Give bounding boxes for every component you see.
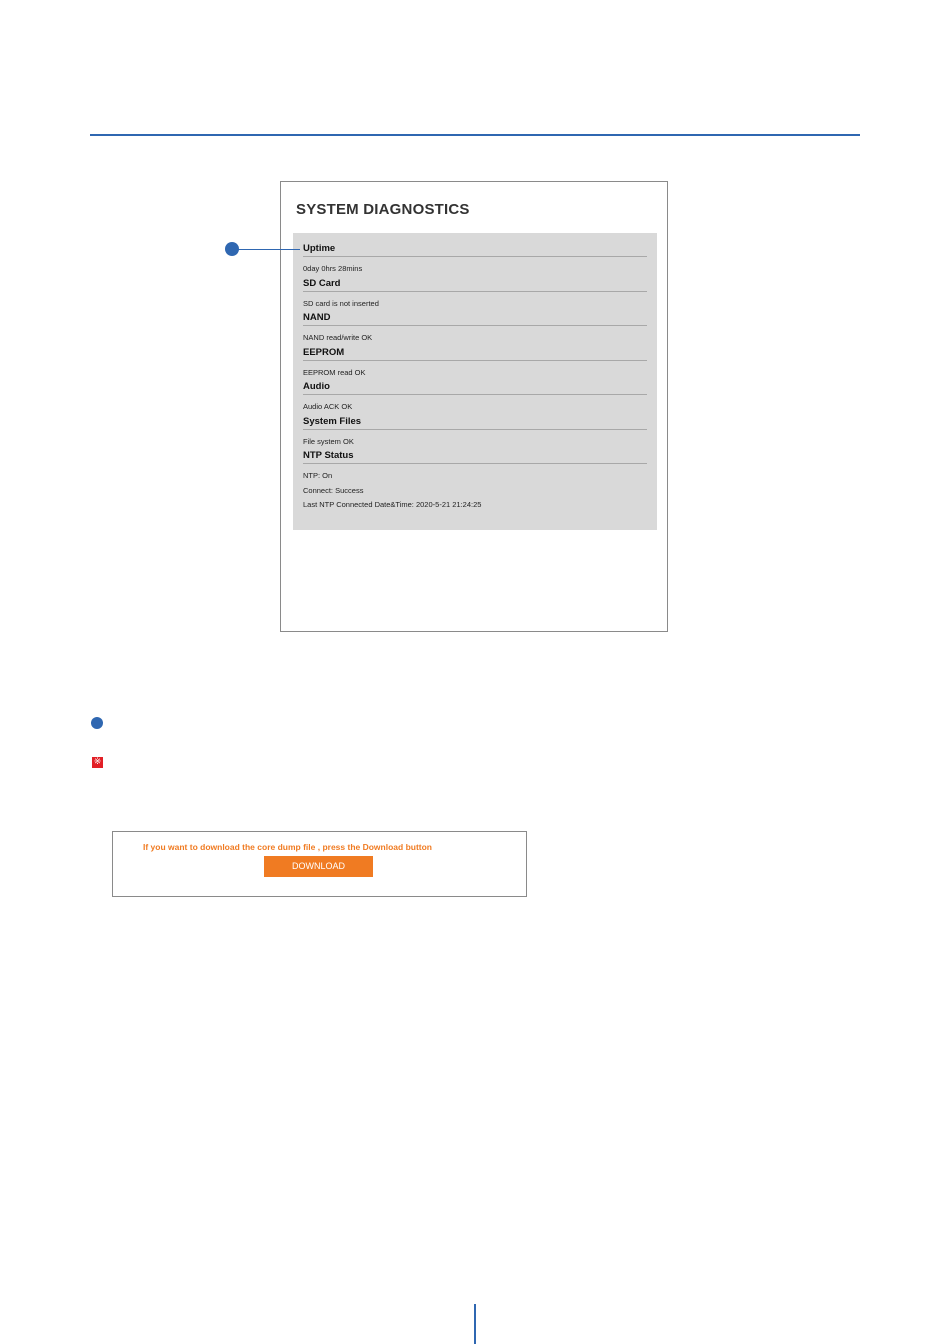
callout-leader-line [238, 249, 300, 250]
section-heading: NTP Status [303, 449, 647, 464]
download-screenshot [112, 831, 527, 897]
section-value: File system OK [303, 436, 354, 446]
download-prompt: If you want to download the core dump file , press the Download button [143, 842, 432, 852]
diagnostics-title: SYSTEM DIAGNOSTICS [296, 201, 470, 218]
header-rule [90, 134, 860, 136]
section-value: Audio ACK OK [303, 402, 353, 411]
footer-rule [474, 1304, 476, 1344]
section-heading: System Files [303, 415, 647, 430]
callout-marker-icon [225, 242, 239, 256]
section-eeprom [303, 346, 647, 381]
section-value: 0day 0hrs 28mins [303, 264, 363, 273]
download-button[interactable]: DOWNLOAD [264, 856, 373, 877]
section-audio [303, 380, 647, 415]
section-value: Last NTP Connected Date&Time: 2020-5-21 21:24:25 [303, 500, 482, 509]
section-value: NTP: On [303, 471, 333, 480]
section-sd-card [303, 277, 647, 312]
section-heading: NAND [303, 311, 647, 326]
section-ntp-status [303, 449, 647, 513]
section-value: Connect: Success [303, 485, 364, 495]
note-reference-mark-icon: ※ [93, 757, 102, 767]
section-value: EEPROM read OK [303, 367, 366, 377]
section-heading: Audio [303, 380, 647, 395]
section-heading: Uptime [303, 242, 647, 257]
legend-marker-icon [91, 717, 103, 729]
section-heading: SD Card [303, 277, 647, 292]
section-system-files [303, 415, 647, 450]
diagnostics-panel [293, 233, 657, 530]
section-value: SD card is not inserted [303, 298, 379, 308]
section-uptime [303, 242, 647, 277]
section-heading: EEPROM [303, 346, 647, 361]
system-diagnostics-screenshot [280, 181, 668, 632]
section-nand [303, 311, 647, 346]
section-value: NAND read/write OK [303, 333, 373, 342]
